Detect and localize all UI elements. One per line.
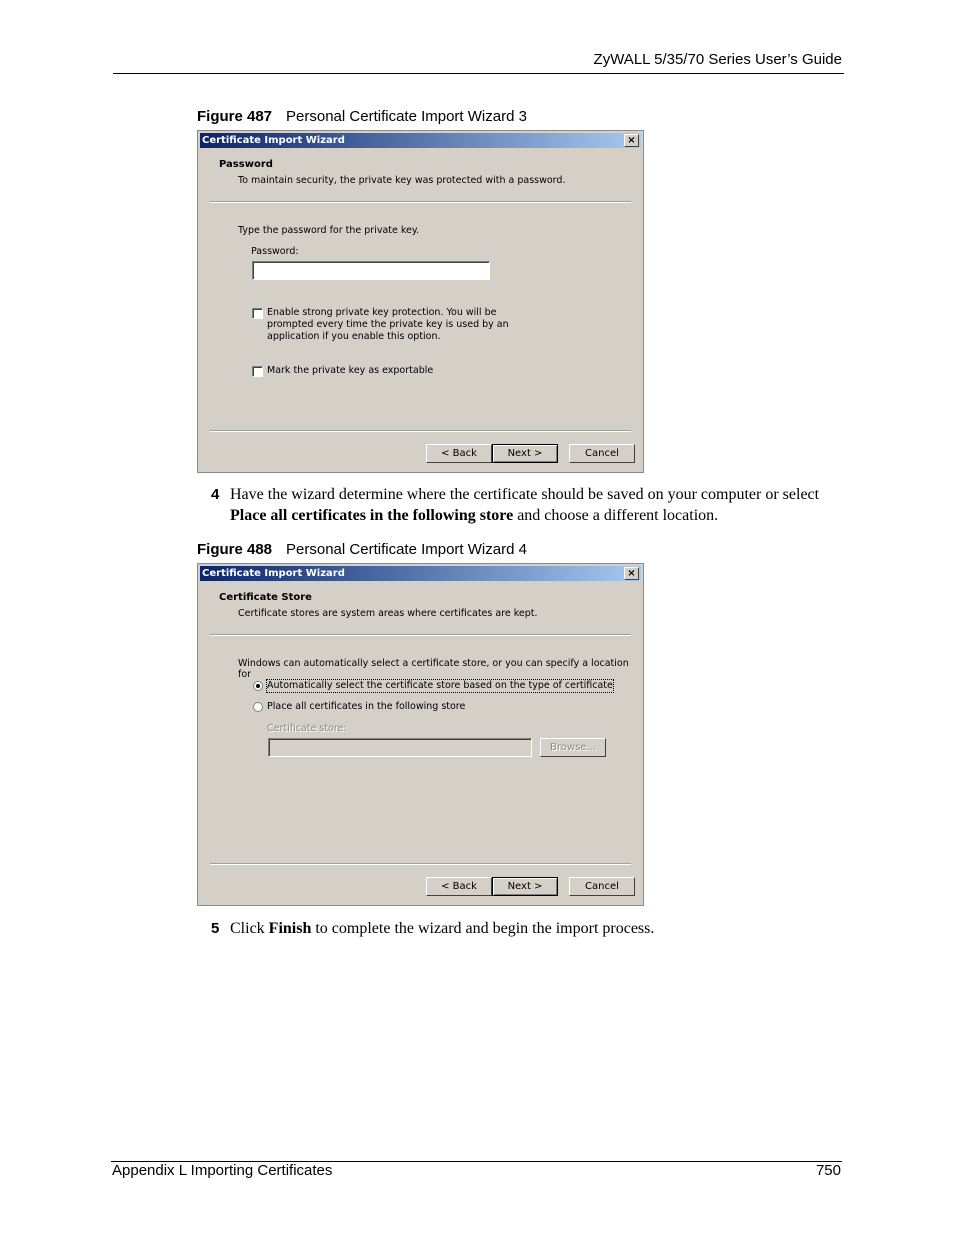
auto-select-radio[interactable] bbox=[253, 681, 263, 691]
section-title: Password bbox=[219, 159, 273, 170]
password-label: Password: bbox=[251, 246, 299, 257]
header-rule bbox=[113, 73, 844, 74]
back-button[interactable]: < Back bbox=[426, 444, 492, 463]
header-separator bbox=[210, 634, 631, 636]
back-button[interactable]: < Back bbox=[426, 877, 492, 896]
page-number: 750 bbox=[815, 1162, 841, 1179]
certificate-store-input[interactable] bbox=[268, 738, 532, 757]
dialog-title: Certificate Import Wizard bbox=[202, 135, 345, 146]
strong-protection-checkbox[interactable] bbox=[252, 308, 263, 319]
radio-selected-dot bbox=[256, 684, 260, 688]
place-all-radio[interactable] bbox=[253, 702, 263, 712]
exportable-label: Mark the private key as exportable bbox=[267, 365, 434, 376]
strong-protection-label bbox=[267, 307, 509, 343]
figure-487-title: Personal Certificate Import Wizard 3 bbox=[286, 108, 527, 125]
store-prompt: Windows can automatically select a certificate store, or you can specify a location for bbox=[238, 658, 629, 680]
next-button[interactable]: Next > bbox=[492, 877, 558, 896]
step-text-after: to complete the wizard and begin the import process. bbox=[311, 920, 655, 937]
figure-488-label: Figure 488 bbox=[197, 541, 273, 558]
step-text-before: Have the wizard determine where the certificate should be saved on your computer or select bbox=[230, 486, 820, 503]
running-header: ZyWALL 5/35/70 Series User’s Guide bbox=[593, 51, 842, 68]
dialog-title: Certificate Import Wizard bbox=[202, 568, 345, 579]
section-title: Certificate Store bbox=[219, 592, 312, 603]
step-text-before: Click bbox=[230, 920, 269, 937]
section-description: To maintain security, the private key was protected with a password. bbox=[238, 175, 566, 186]
close-icon[interactable]: × bbox=[624, 134, 639, 147]
step-text-bold: Place all certificates in the following store bbox=[230, 507, 514, 524]
next-button[interactable]: Next > bbox=[492, 444, 558, 463]
certificate-store-label: Certificate store: bbox=[267, 723, 347, 734]
step-4 bbox=[211, 484, 831, 526]
step-5 bbox=[211, 918, 831, 939]
password-prompt: Type the password for the private key. bbox=[238, 225, 420, 236]
exportable-checkbox[interactable] bbox=[252, 366, 263, 377]
password-input[interactable] bbox=[252, 261, 490, 280]
certificate-store-dialog bbox=[197, 563, 644, 906]
step-number: 4 bbox=[211, 486, 220, 503]
step-text bbox=[230, 484, 831, 526]
figure-488-title: Personal Certificate Import Wizard 4 bbox=[286, 541, 527, 558]
auto-select-label[interactable]: Automatically select the certificate store based on the type of certificate bbox=[267, 680, 613, 691]
strong-protection-line-2: prompted every time the private key is used by an bbox=[267, 319, 509, 330]
step-text bbox=[230, 918, 831, 939]
place-all-label[interactable]: Place all certificates in the following store bbox=[267, 701, 466, 712]
footer-section-title: Appendix L Importing Certificates bbox=[112, 1162, 333, 1179]
step-text-after: and choose a different location. bbox=[513, 507, 719, 524]
step-number: 5 bbox=[211, 920, 220, 937]
close-icon[interactable]: × bbox=[624, 567, 639, 580]
cancel-button[interactable]: Cancel bbox=[569, 877, 635, 896]
dialog-titlebar bbox=[200, 133, 641, 148]
figure-487-caption bbox=[197, 108, 527, 125]
footer-separator bbox=[210, 430, 631, 432]
dialog-titlebar bbox=[200, 566, 641, 581]
header-separator bbox=[210, 201, 631, 203]
strong-protection-line-3: application if you enable this option. bbox=[267, 331, 441, 342]
cancel-button[interactable]: Cancel bbox=[569, 444, 635, 463]
footer-separator bbox=[210, 863, 631, 865]
strong-protection-line-1: Enable strong private key protection. You will be bbox=[267, 307, 497, 318]
figure-488-caption bbox=[197, 541, 527, 558]
step-text-bold: Finish bbox=[268, 920, 312, 937]
section-description: Certificate stores are system areas where certificates are kept. bbox=[238, 608, 538, 619]
password-dialog bbox=[197, 130, 644, 473]
figure-487-label: Figure 487 bbox=[197, 108, 273, 125]
browse-button[interactable]: Browse... bbox=[540, 738, 606, 757]
